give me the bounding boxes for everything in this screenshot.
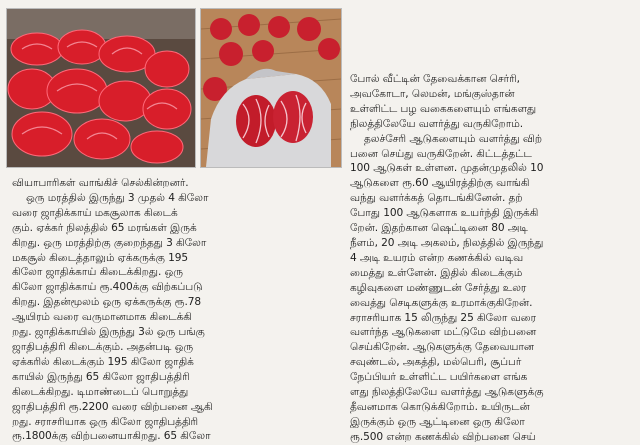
text-line: நிலத்திலேயே வளர்த்து வருகிறோம். xyxy=(350,117,524,130)
text-line: ரூ.500 என்ற கணக்கில் விற்பனை செய் xyxy=(350,430,536,443)
text-line: உள்ளிட்ட பழ வகைகளையும் எங்களது xyxy=(350,102,537,115)
text-line: 100 ஆடுகள் உள்ளன. முதன்முதலில் 10 xyxy=(350,162,544,175)
text-line: போது 100 ஆடுகளாக உயர்ந்தி இருக்கி xyxy=(350,207,539,220)
text-line: தீவனமாக கொடுக்கிறோம். உயிருடன் xyxy=(350,400,530,413)
text-line: ஒரு மரத்தில் இருந்து 3 முதல் 4 கிலோ xyxy=(26,191,209,204)
text-line: ரூ.1800க்கு விற்பனையாகிறது. 65 கிலோ xyxy=(12,430,211,443)
text-line: ஆயிரம் வரை வருமானமாக கிடைக்கி xyxy=(12,311,192,324)
text-line: மகசூல் கிடைத்தாலும் ஏக்கருக்கு 195 xyxy=(12,251,189,264)
text-line: சவுண்டல், அகத்தி, மல்பெரி, சூப்பர் xyxy=(350,356,522,369)
text-line: றது. ஜாதிக்காயில் இருந்து 3ல் ஒரு பங்கு xyxy=(12,326,205,339)
text-line: வைத்து செடிகளுக்கு உரமாக்குகிறேன். xyxy=(350,296,533,309)
text-line: செய்கிறேன். ஆடுகளுக்கு தேவையான xyxy=(350,341,535,354)
text-line: கிலோ ஜாதிக்காய் ரூ.400க்கு விற்கப்படு xyxy=(12,281,203,294)
text-line: ஏக்கரில் கிடைக்கும் 195 கிலோ ஜாதிக் xyxy=(12,355,194,368)
text-line: கிலோ ஜாதிக்காய் கிடைக்கிறது. ஒரு xyxy=(12,266,184,279)
text-line: இருக்கும் ஒரு ஆட்டினை ஒரு கிலோ xyxy=(350,415,525,428)
text-line: வந்து வளர்க்கத் தொடங்கினேன். தற் xyxy=(350,192,523,205)
article-column-right xyxy=(350,72,635,445)
text-line: பனை செய்து வருகிறேன். கிட்டத்தட்ட xyxy=(350,147,532,160)
text-line: கிடைக்கிறது. டிமாண்டைப் பொறுத்து xyxy=(12,385,189,398)
text-line: வரை ஜாதிக்காய் மகசூலாக கிடைக் xyxy=(12,206,178,219)
text-line: நேப்பியர் உள்ளிட்ட பயிர்களை எங்க xyxy=(350,371,528,384)
text-line: றேன். இதற்கான ஷெட்டினை 80 அடி xyxy=(350,222,528,235)
text-line: ளது நிலத்திலேயே வளர்த்து ஆடுகளுக்கு xyxy=(350,386,544,399)
text-line: கிறது. இதன்மூலம் ஒரு ஏக்கருக்கு ரூ.78 xyxy=(12,296,202,309)
text-line: அவகோடா, லெமன், மங்குஸ்தான் xyxy=(350,87,515,100)
text-line: சராசரியாக 15 லிருந்து 25 கிலோ வரை xyxy=(350,311,537,324)
hand-nutmeg-photo xyxy=(200,8,342,168)
text-line: தலச்சேரி ஆடுகளையும் வளர்த்து விற் xyxy=(364,132,542,145)
text-line: கும். ஏக்கர் நிலத்தில் 65 மரங்கள் இருக் xyxy=(12,221,197,234)
text-line: போல் வீட்டின் தேவைக்கான செர்ரி, xyxy=(350,73,520,85)
text-line: கழிவுகளை மண்ணுடன் சேர்த்து உலர xyxy=(350,281,527,294)
article-column-left xyxy=(12,176,332,444)
text-line: வளர்ந்த ஆடுகளை மட்டுமே விற்பனை xyxy=(350,326,537,339)
text-line: ஜாதிபத்திரி கிடைக்கும். அதன்படி ஒரு xyxy=(12,340,194,353)
text-line: நீளம், 20 அடி அகலம், நிலத்தில் இருந்து xyxy=(350,236,544,249)
text-line: மைத்து உள்ளேன். இதில் கிடைக்கும் xyxy=(350,266,523,279)
text-line: ஆடுகளை ரூ.60 ஆயிரத்திற்கு வாங்கி xyxy=(350,177,530,190)
text-line: ஜாதிபத்திரி ரூ.2200 வரை விற்பனை ஆகி xyxy=(12,400,213,413)
text-line: றது. சராசரியாக ஒரு கிலோ ஜாதிபத்திரி xyxy=(12,415,199,428)
nutmeg-mace-photo xyxy=(6,8,196,168)
text-line: வியாபாரிகள் வாங்கிச் செல்கின்றனர். xyxy=(12,177,189,189)
text-line: 4 அடி உயரம் என்ற கணக்கில் வடிவ xyxy=(350,251,524,264)
text-line: கிறது. ஒரு மரத்திற்கு குறைந்தது 3 கிலோ xyxy=(12,236,207,249)
text-line: காயில் இருந்து 65 கிலோ ஜாதிபத்திரி xyxy=(12,370,190,383)
